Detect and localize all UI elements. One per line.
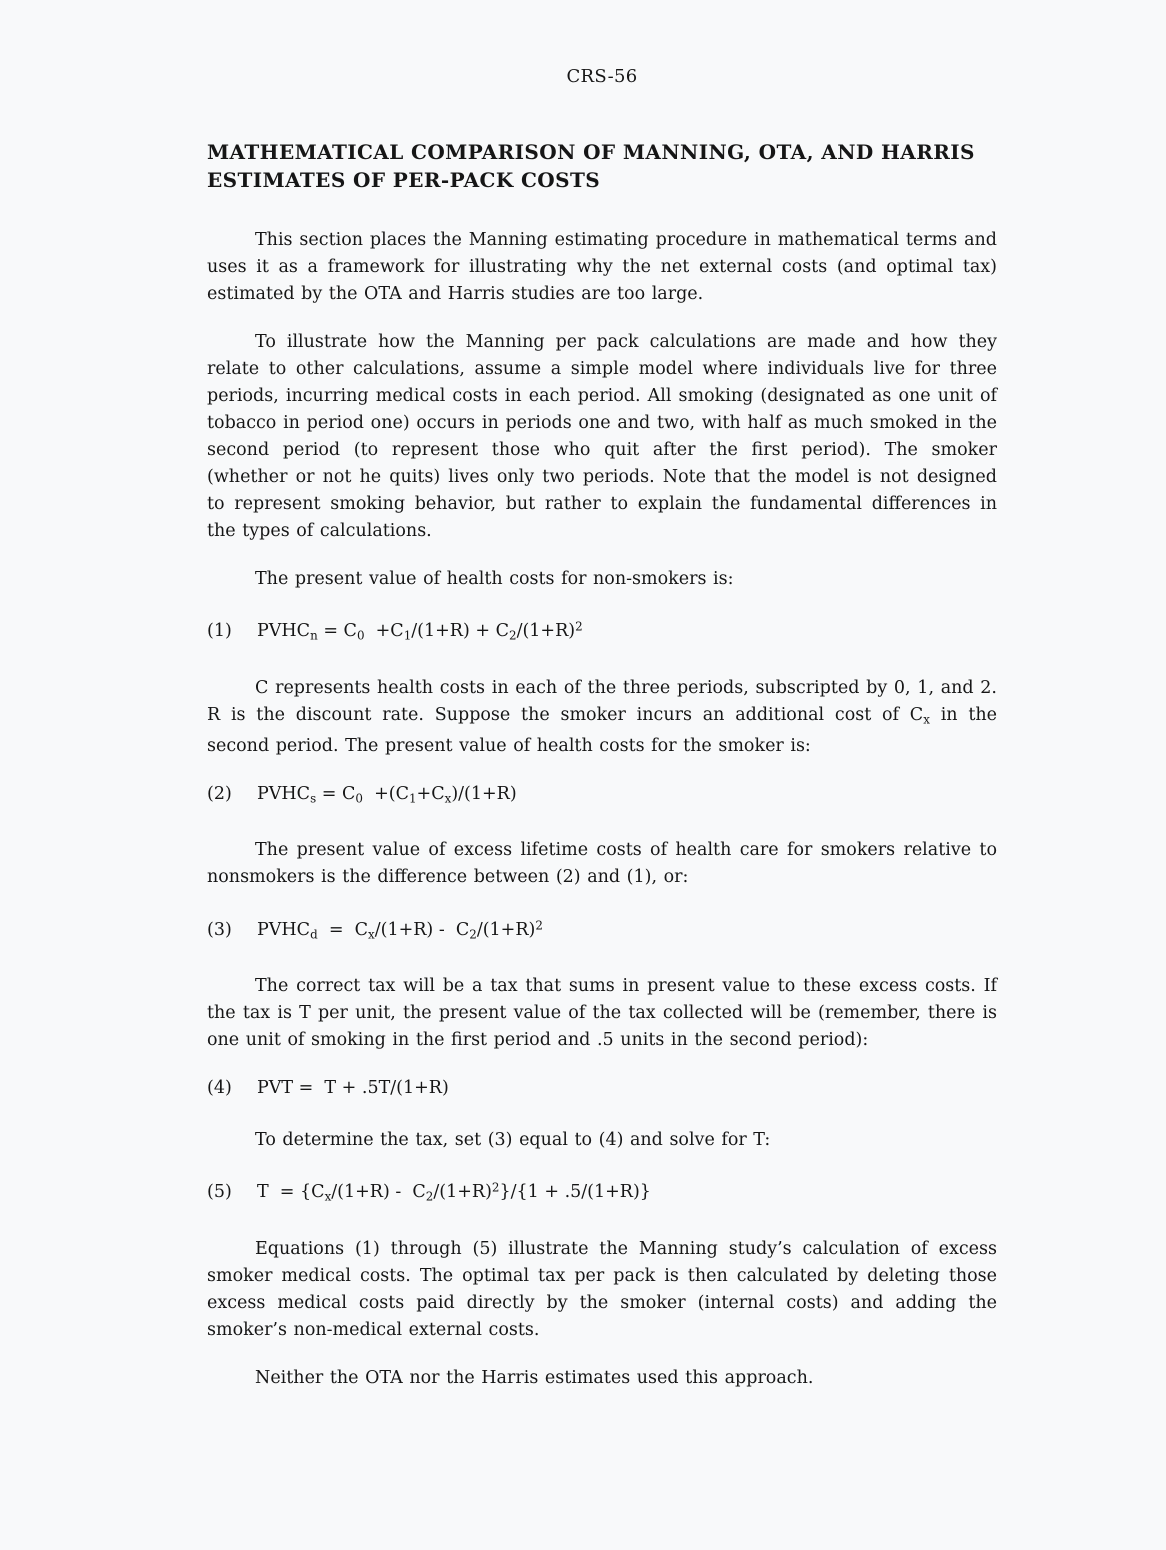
paragraph-manning-summary: Equations (1) through (5) illustrate the Manning study’s calculation of excess smoker medical costs. The optimal tax per pack is then calculated by deleting those excess medical costs paid directly by the smoker (internal costs) and adding the smoker’s non-medical external costs. [207, 1238, 997, 1340]
equation-3 [207, 912, 997, 948]
equation-1-formula: $PVHC_n = C_0 +C_1/(1+R) + C_2/(1+R)^2$ [257, 620, 583, 643]
section-title-line1: MATHEMATICAL COMPARISON OF MANNING, OTA, AND HARRIS [207, 140, 975, 164]
equation-1 [207, 614, 997, 650]
page-number: CRS-56 [566, 66, 638, 87]
equation-2 [207, 781, 997, 812]
paragraph-neither-approach: Neither the OTA nor the Harris estimates used this approach. [255, 1367, 814, 1388]
equation-5-formula: $T = \{C_x/(1+R) - C_2/(1+R)^2\}/\{1 + .5/(1+R)\}$ [257, 1181, 651, 1204]
paragraph-nonsmoker-costs-lead: The present value of health costs for non-smokers is: [255, 569, 734, 589]
equation-4 [207, 1075, 997, 1102]
equation-2-formula: $PVHC_s = C_0 +(C_1+C_x)/(1+R)$ [257, 784, 517, 806]
equation-3-number: (3) [207, 919, 232, 940]
paragraph-determine-tax-lead: To determine the tax, set (3) equal to (4) and solve for T: [255, 1130, 771, 1150]
paragraph-intro: This section places the Manning estimating procedure in mathematical terms and uses it as a framework for illustrating why the net external costs (and optimal tax) estimated by the OTA and Harris studies are too large. [207, 230, 997, 304]
equation-4-number: (4) [207, 1078, 232, 1098]
paragraph-excess-costs-lead: The present value of excess lifetime costs of health care for smokers relative to nonsmokers is the difference between (2) and (1), or: [207, 840, 997, 888]
paragraph-correct-tax: The correct tax will be a tax that sums in present value to these excess costs. If the tax is T per unit, the present value of the tax collected will be (remember, there is one unit of smoking in the first period and .5 units in the second period): [207, 976, 997, 1050]
equation-4-formula: PVT = T + .5T/(1+R) [257, 1078, 449, 1098]
equation-5 [207, 1175, 997, 1211]
equation-5-number: (5) [207, 1182, 232, 1203]
paragraph-model-description: To illustrate how the Manning per pack calculations are made and how they relate to other calculations, assume a simple model where individuals live for three periods, incurring medical costs in each period. All smoking (designated as one unit of tobacco in period one) occurs in periods one and two, with half as much smoked in the second period (to represent those who quit after the first period). The smoker (whether or not he quits) lives only two periods. Note that the model is not designed to represent smoking behavior, but rather to explain the fundamental differences in the types of calculations. [207, 332, 997, 541]
equation-3-formula: $PVHC_d = C_x/(1+R) - C_2/(1+R)^2$ [257, 918, 543, 941]
equation-1-number: (1) [207, 621, 232, 642]
document-body [207, 227, 997, 1392]
equation-2-number: (2) [207, 784, 232, 804]
paragraph-variable-definitions: C represents health costs in each of the three periods, subscripted by 0, 1, and 2. R is the discount rate. Suppose the smoker incurs an additional cost of $C_x$ in the second period. The present value of health costs for the smoker is: [207, 677, 997, 756]
section-title [207, 138, 997, 194]
section-title-line2: ESTIMATES OF PER-PACK COSTS [207, 168, 601, 192]
